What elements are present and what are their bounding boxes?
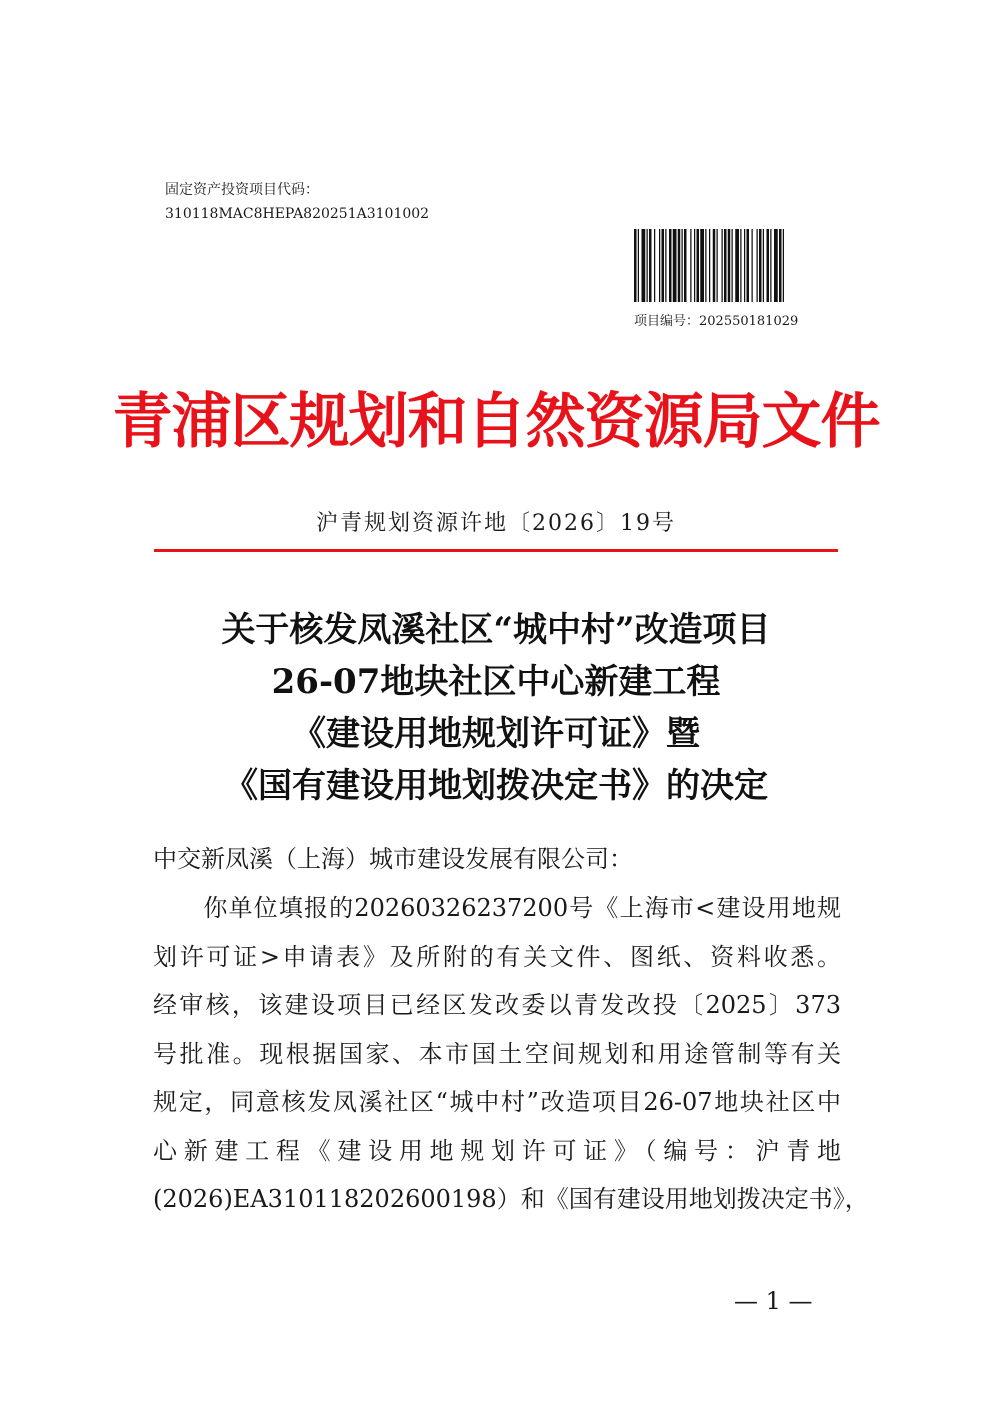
title-line: 26-07地块社区中心新建工程 [271, 662, 721, 702]
title-line: 《国有建设用地划拨决定书》的决定 [224, 766, 768, 806]
barcode-caption: 项目编号：202550181029 [634, 314, 799, 329]
document-number: 沪青规划资源许地〔2026〕19号 [316, 511, 676, 536]
addressee: 中交新凤溪（上海）城市建设发展有限公司： [153, 845, 633, 873]
document-title [0, 604, 992, 812]
body-line: 规定，同意核发凤溪社区“城中村”改造项目26-07地块社区中 [153, 1088, 841, 1116]
page-number: — 1 — [734, 1287, 813, 1315]
body-line: (2026)EA310118202600198）和《国有建设用地划拨决定书》， [153, 1185, 869, 1213]
investment-code: 310118MAC8HEPA820251A3101002 [165, 206, 430, 222]
body-line: 你单位填报的20260326237200号《上海市<建设用地规 [153, 894, 841, 922]
title-line: 《建设用地规划许可证》暨 [292, 714, 700, 754]
body-line: 划许可证>申请表》及所附的有关文件、图纸、资料收悉。 [153, 942, 841, 971]
issuer-heading: 青浦区规划和自然资源局文件 [112, 387, 880, 457]
red-divider [154, 549, 838, 552]
body-line: 号批准。现根据国家、本市国土空间规划和用途管制等有关 [153, 1039, 841, 1068]
body-paragraph [153, 884, 869, 1224]
investment-code-label: 固定资产投资项目代码： [165, 182, 319, 198]
title-line: 关于核发凤溪社区“城中村”改造项目 [221, 610, 771, 650]
body-line: 经审核，该建设项目已经区发改委以青发改投〔2025〕373 [153, 991, 841, 1019]
body-line: 心新建工程《建设用地规划许可证》（编号：沪青地 [153, 1136, 841, 1165]
barcode-image [634, 229, 828, 302]
